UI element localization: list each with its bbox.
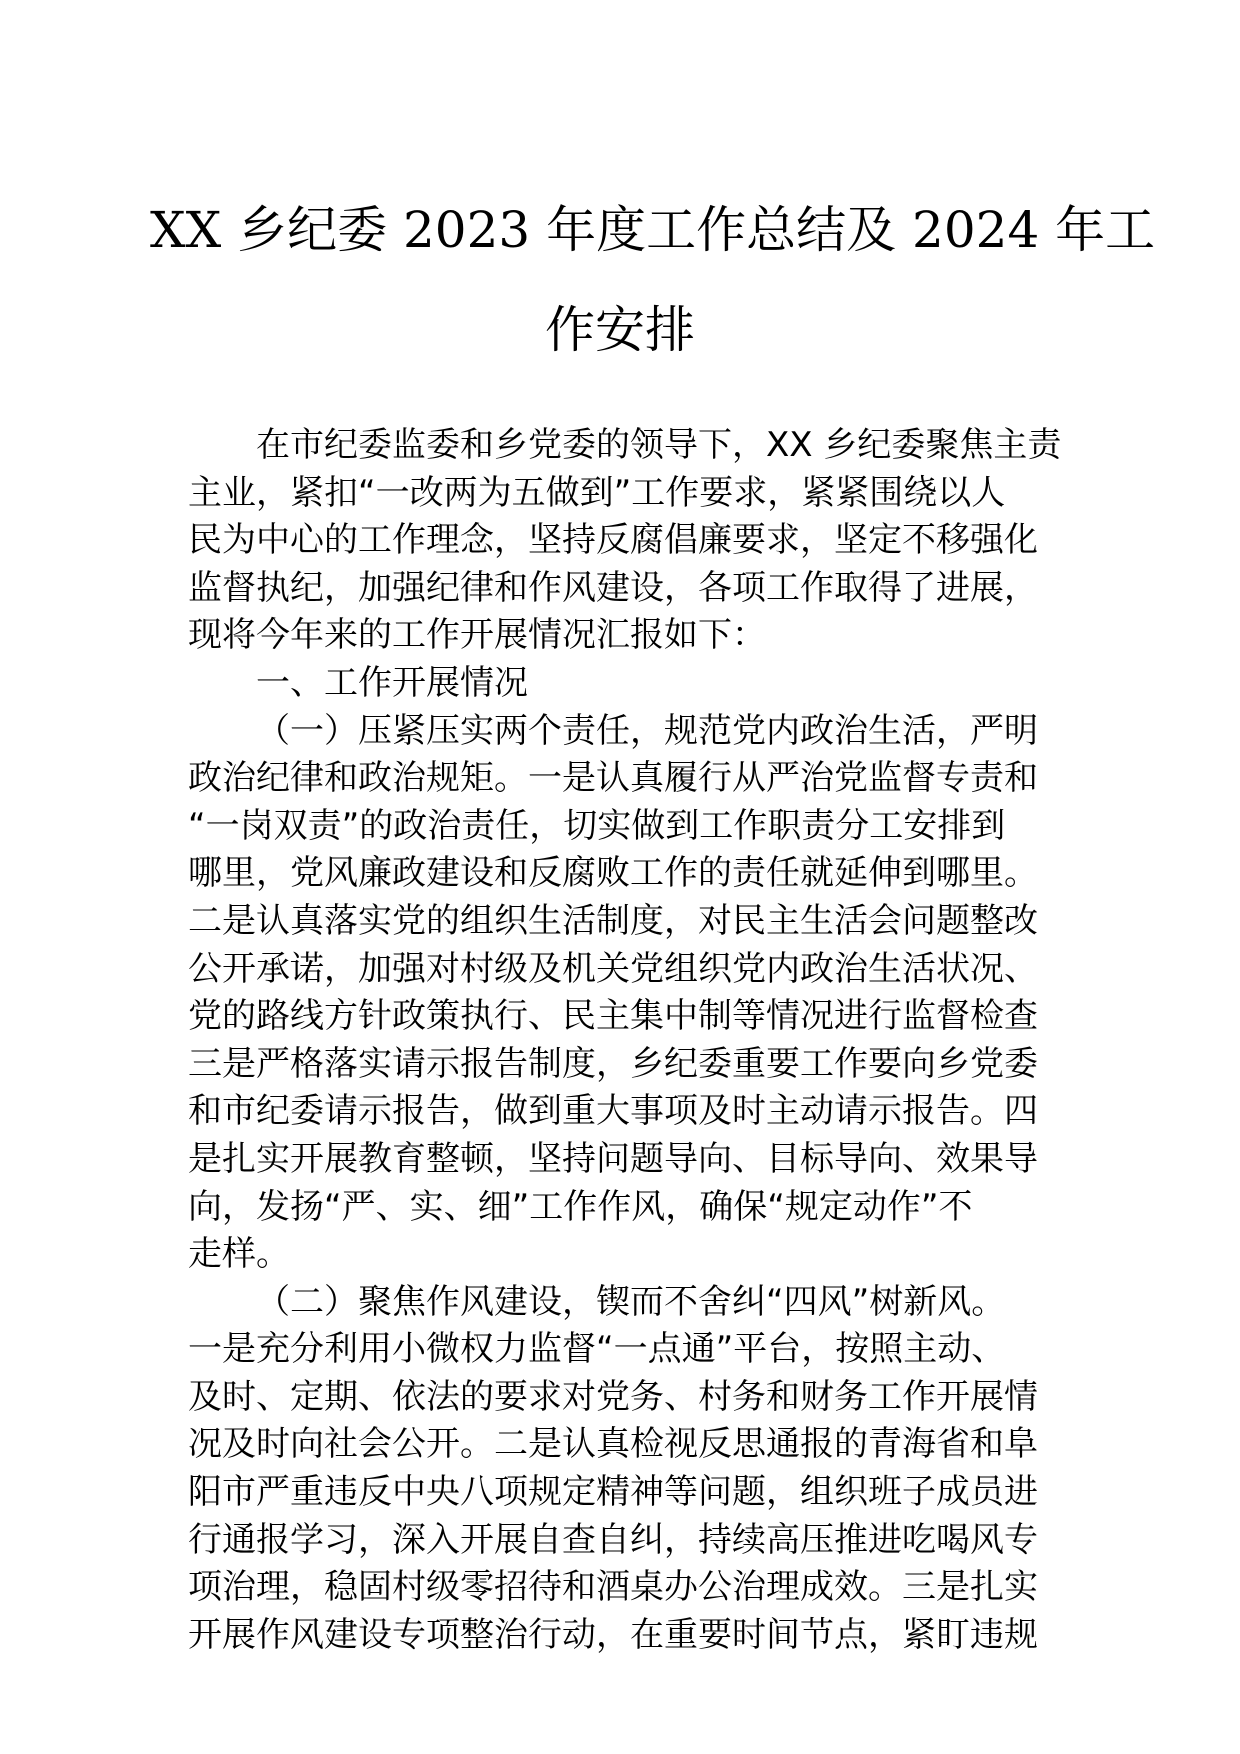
body-line: 党的路线方针政策执行、民主集中制等情况进行监督检查 [188, 996, 1038, 1037]
body-line: 政治纪律和政治规矩。一是认真履行从严治党监督专责和 [188, 758, 1038, 799]
body-line: 行通报学习，深入开展自查自纠，持续高压推进吃喝风专 [188, 1519, 1038, 1560]
body-line: 开展作风建设专项整治行动，在重要时间节点，紧盯违规 [188, 1614, 1038, 1655]
body-line: 主业，紧扣“一改两为五做到”工作要求，紧紧围绕以人 [188, 472, 1006, 513]
title-line: 作安排 [545, 301, 695, 359]
body-line: 三是严格落实请示报告制度，乡纪委重要工作要向乡党委 [188, 1043, 1038, 1084]
body-line: 公开承诺，加强对村级及机关党组织党内政治生活状况、 [188, 948, 1038, 989]
body-line: 二是认真落实党的组织生活制度，对民主生活会问题整改 [188, 900, 1038, 941]
body-line: 民为中心的工作理念，坚持反腐倡廉要求，坚定不移强化 [188, 520, 1038, 561]
body-line: 况及时向社会公开。二是认真检视反思通报的青海省和阜 [188, 1424, 1038, 1465]
body-line: 监督执纪，加强纪律和作风建设，各项工作取得了进展， [188, 567, 1038, 608]
title-line: XX 乡纪委 2023 年度工作总结及 2024 年工 [150, 201, 1156, 259]
body-line: 阳市严重违反中央八项规定精神等问题，组织班子成员进 [188, 1472, 1038, 1513]
body-line: 一、工作开展情况 [256, 662, 528, 703]
body-line: （二）聚焦作风建设，锲而不舍纠“四风”树新风。 [256, 1281, 1006, 1322]
body-line: 走样。 [188, 1234, 290, 1275]
body-line: 在市纪委监委和乡党委的领导下，XX 乡纪委聚焦主责 [256, 425, 1062, 465]
body-line: 向，发扬“严、实、细”工作作风，确保“规定动作”不 [188, 1186, 973, 1227]
document-body [188, 422, 1062, 1659]
body-line: 和市纪委请示报告，做到重大事项及时主动请示报告。四 [188, 1091, 1038, 1132]
body-line: 是扎实开展教育整顿，坚持问题导向、目标导向、效果导 [188, 1138, 1038, 1179]
body-line: （一）压紧压实两个责任，规范党内政治生活，严明 [256, 710, 1038, 751]
body-line: 一是充分利用小微权力监督“一点通”平台，按照主动、 [188, 1329, 1006, 1370]
body-line: 现将今年来的工作开展情况汇报如下： [188, 615, 766, 656]
body-line: 哪里，党风廉政建设和反腐败工作的责任就延伸到哪里。 [188, 853, 1038, 894]
body-line: 项治理，稳固村级零招待和酒桌办公治理成效。三是扎实 [188, 1567, 1038, 1608]
body-line: 及时、定期、依法的要求对党务、村务和财务工作开展情 [188, 1376, 1038, 1417]
document-title [150, 180, 1156, 380]
body-line: “一岗双责”的政治责任，切实做到工作职责分工安排到 [188, 805, 1006, 846]
